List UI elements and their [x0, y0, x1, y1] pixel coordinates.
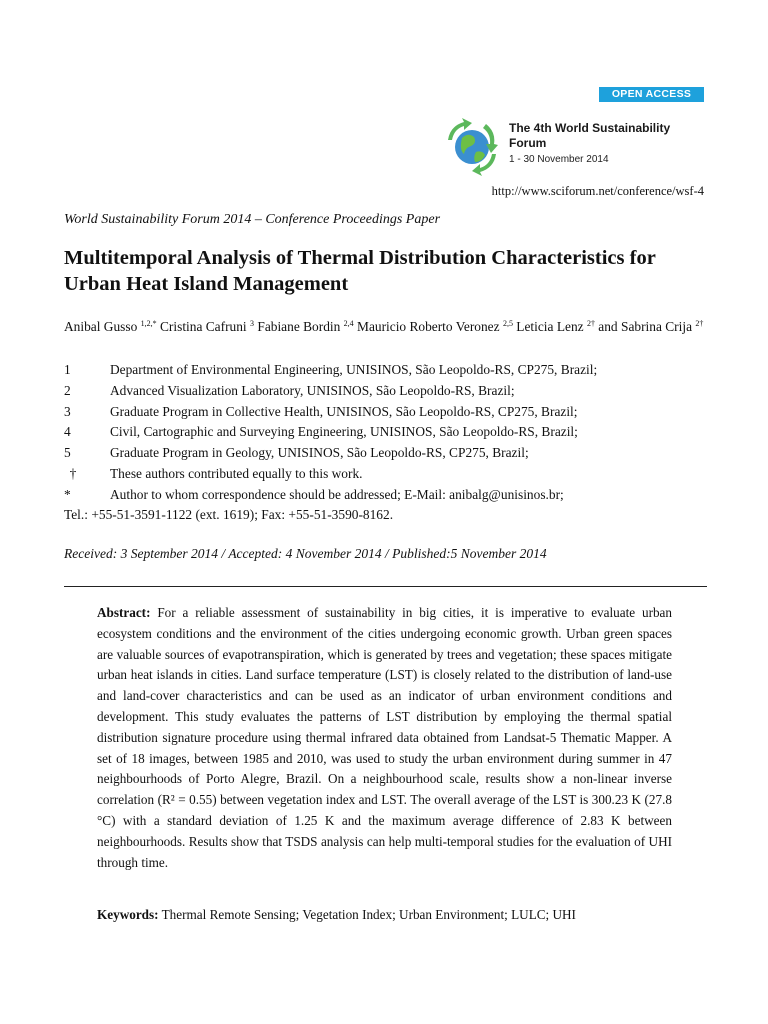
- keywords-text: Thermal Remote Sensing; Vegetation Index; Urban Environment; LULC; UHI: [161, 907, 576, 922]
- forum-title: The 4th World Sustainability Forum: [509, 121, 671, 150]
- author: Fabiane Bordin $^{2,4}$: [257, 319, 354, 334]
- affiliation-item: * Author to whom correspondence should be addressed; E-Mail: anibalg@unisinos.br;: [64, 486, 564, 502]
- paper-title: Multitemporal Analysis of Thermal Distribution Characteristics for Urban Heat Island Management: [64, 247, 656, 295]
- divider: [64, 586, 707, 587]
- conference-url-link[interactable]: http://www.sciforum.net/conference/wsf-4: [491, 184, 704, 198]
- keywords: [97, 907, 677, 923]
- open-access-badge: OPEN ACCESS: [599, 87, 704, 102]
- affiliation-item: 4 Civil, Cartographic and Surveying Engineering, UNISINOS, São Leopoldo-RS, Brazil;: [64, 424, 578, 440]
- affiliation-item: 2 Advanced Visualization Laboratory, UNISINOS, São Leopoldo-RS, Brazil;: [64, 382, 515, 398]
- abstract: [97, 603, 672, 873]
- author: and Sabrina Crija $^{2\dagger}$: [598, 319, 704, 334]
- author: Cristina Cafruni $^3$: [160, 319, 255, 334]
- affiliation-item: 1 Department of Environmental Engineering, UNISINOS, São Leopoldo-RS, CP275, Brazil;: [64, 362, 598, 377]
- contact-info: Tel.: +55-51-3591-1122 (ext. 1619); Fax: +55-51-3590-8162.: [64, 507, 394, 522]
- author: Anibal Gusso $^{1,2,*}$: [64, 319, 157, 334]
- keywords-label: Keywords:: [97, 907, 159, 922]
- affiliation-item: 5 Graduate Program in Geology, UNISINOS, São Leopoldo-RS, CP275, Brazil;: [64, 445, 529, 461]
- forum-dates: 1 - 30 November 2014: [509, 154, 609, 165]
- affiliation-item: † These authors contributed equally to this work.: [69, 465, 363, 481]
- abstract-text: For a reliable assessment of sustainability in big cities, it is imperative to evaluate urban ecosystem conditions and the environment of the cities undergoing economic growth. Urban green spaces are valuable sources of evapotranspiration, which is generated by trees and vegetation; these spaces mitigate urban heat islands in cities. Land surface temperature (LST) is closely related to the distribution of land-use and land-cover characteristics and can be used as an indicator of urban environment conditions and development. This study evaluates the patterns of LST distribution by employing the thermal spatial distribution signature procedure using thermal infrared data obtained from Landsat-5 Thematic Mapper. A set of 18 images, between 1985 and 2010, was used to study the urban environment during summer in 47 neighbourhoods of Porto Alegre, Brazil. On a neighbourhood scale, results show a non-linear inverse correlation (R² = 0.55) between vegetation index and LST. The overall average of the LST is 300.23 K (27.8 °C) with a standard deviation of 1.25 K and the maximum average difference of 2.83 K between neighbourhoods. Results show that TSDS analysis can help multi-temporal studies for the evaluation of UHI through time.: [97, 605, 673, 870]
- proceedings-label: World Sustainability Forum 2014 – Conference Proceedings Paper: [64, 212, 441, 227]
- affiliation-list: [64, 360, 714, 506]
- abstract-label: Abstract:: [97, 605, 151, 620]
- publication-dates: Received: 3 September 2014 / Accepted: 4 November 2014 / Published:5 November 2014: [64, 546, 547, 561]
- author: Mauricio Roberto Veronez $^{2,5}$: [357, 319, 513, 334]
- affiliation-item: 3 Graduate Program in Collective Health, UNISINOS, São Leopoldo-RS, CP275, Brazil;: [64, 403, 578, 419]
- author: Leticia Lenz $^{2\dagger}$: [516, 319, 595, 334]
- author-list: [64, 316, 708, 337]
- recycle-globe-icon: [442, 116, 502, 176]
